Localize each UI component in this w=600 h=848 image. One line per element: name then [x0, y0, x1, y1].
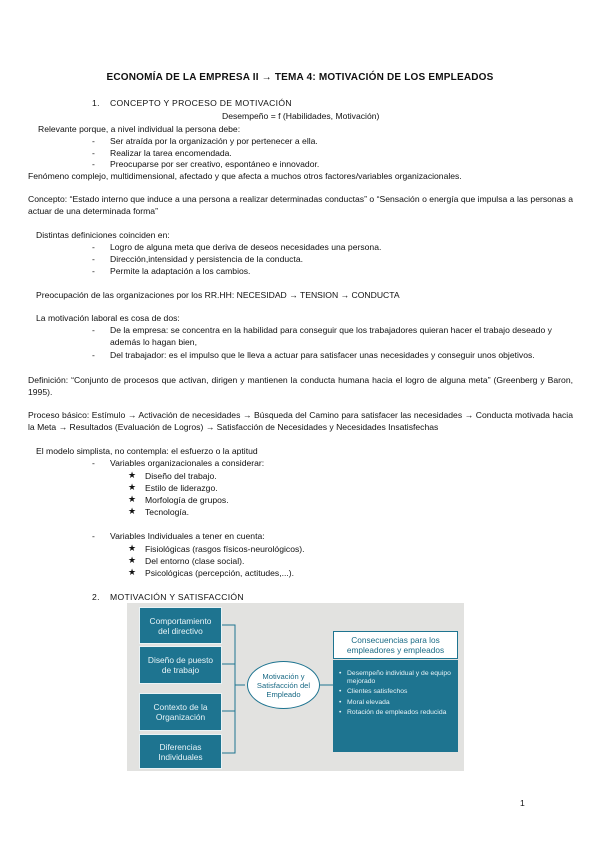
simple-model-line: El modelo simplista, no contempla: el esfuerzo o la aptitud	[36, 446, 258, 456]
bullet-dash: -	[92, 531, 95, 541]
definitions-item-1: Logro de alguna meta que deriva de deseos necesidades una persona.	[110, 242, 382, 252]
labor-intro: La motivación laboral es cosa de dos:	[36, 313, 180, 323]
bullet-dash: -	[92, 136, 95, 146]
concern-line: Preocupación de las organizaciones por los RR.HH: NECESIDAD → TENSION → CONDUCTA	[36, 290, 400, 300]
left-box-job-design: Diseño de puesto de trabajo	[139, 646, 222, 684]
bullet-dash: -	[92, 254, 95, 264]
section-1-heading: CONCEPTO Y PROCESO DE MOTIVACIÓN	[110, 98, 292, 108]
relevant-item-3: Preocuparse por ser creativo, espontáneo e innovador.	[110, 159, 320, 169]
ind-var-2: Del entorno (clase social).	[145, 556, 245, 566]
left-box-organization-context: Contexto de la Organización	[139, 693, 222, 731]
labor-item-2: Del trabajador: es el impulso que le lleva a actuar para satisfacer unas necesidades y conseguir unos objetivos.	[110, 350, 535, 360]
star-bullet-icon: ★	[128, 470, 137, 480]
relevant-intro: Relevante porque, a nivel individual la persona debe:	[38, 124, 241, 134]
motivation-satisfaction-diagram	[127, 603, 464, 771]
left-box-individual-differences: Diferencias Individuales	[139, 734, 222, 769]
consequences-list	[333, 660, 458, 752]
section-2-heading: MOTIVACIÓN Y SATISFACCIÓN	[110, 592, 244, 602]
formula: Desempeño = f (Habilidades, Motivación)	[222, 111, 380, 121]
ind-var-1: Fisiológicas (rasgos físicos-neurológicos).	[145, 544, 305, 554]
definition-paragraph: Definición: “Conjunto de procesos que activan, dirigen y mantienen la conducta humana hacia el logro de alguna meta” (Greenberg y Baron, 1995).	[28, 375, 573, 397]
definitions-item-3: Permite la adaptación a los cambios.	[110, 266, 251, 276]
definitions-intro: Distintas definiciones coinciden en:	[36, 230, 170, 240]
consequence-item: • Clientes satisfechos	[339, 688, 452, 696]
consequence-item: • Rotación de empleados reducida	[339, 709, 452, 717]
complex-line: Fenómeno complejo, multidimensional, afectado y que afecta a muchos otros factores/variables organizacionales.	[28, 171, 462, 181]
consequences-header: Consecuencias para los empleadores y empleados	[333, 631, 458, 659]
bullet-dash: -	[92, 350, 95, 360]
page-title: ECONOMÍA DE LA EMPRESA II → TEMA 4: MOTIVACIÓN DE LOS EMPLEADOS	[106, 72, 494, 83]
center-ellipse: Motivación y Satisfacción del Empleado	[247, 661, 320, 709]
bullet-dash: -	[92, 266, 95, 276]
consequence-item: • Desempeño individual y de equipo mejorado	[339, 670, 452, 686]
star-bullet-icon: ★	[128, 494, 137, 504]
star-bullet-icon: ★	[128, 555, 137, 565]
ind-vars-label: Variables Individuales a tener en cuenta:	[110, 531, 265, 541]
bullet-dash: -	[92, 325, 95, 335]
consequence-item: • Moral elevada	[339, 699, 452, 707]
concept-paragraph: Concepto: “Estado interno que induce a una persona a realizar determinadas conductas” o “Sensación o energía que impulsa a las personas a actuar de una determinada forma”	[28, 194, 573, 216]
star-bullet-icon: ★	[128, 567, 137, 577]
org-var-3: Morfología de grupos.	[145, 495, 229, 505]
bullet-dash: -	[92, 458, 95, 468]
org-vars-label: Variables organizacionales a considerar:	[110, 458, 265, 468]
page-number: 1	[520, 798, 525, 808]
section-2-number: 2.	[92, 592, 100, 602]
relevant-item-2: Realizar la tarea encomendada.	[110, 148, 232, 158]
labor-item-1: De la empresa: se concentra en la habilidad para conseguir que los trabajadores quieran hacer el trabajo deseado y además lo hagan bien,	[110, 325, 552, 347]
definitions-item-2: Dirección,intensidad y persistencia de la conducta.	[110, 254, 303, 264]
org-var-1: Diseño del trabajo.	[145, 471, 217, 481]
org-var-4: Tecnología.	[145, 507, 189, 517]
star-bullet-icon: ★	[128, 482, 137, 492]
bullet-dash: -	[92, 242, 95, 252]
bullet-dash: -	[92, 159, 95, 169]
basic-process-paragraph: Proceso básico: Estímulo → Activación de necesidades → Búsqueda del Camino para satisfacer las necesidades → Conducta motivada hacia la Meta → Resultados (Evaluación de Logros) → Satisfacción de Necesidades y Necesidades Insatisfechas	[28, 410, 573, 432]
bullet-dash: -	[92, 148, 95, 158]
relevant-item-1: Ser atraída por la organización y por pertenecer a ella.	[110, 136, 318, 146]
ind-var-3: Psicológicas (percepción, actitudes,...).	[145, 568, 295, 578]
section-1-number: 1.	[92, 98, 100, 108]
star-bullet-icon: ★	[128, 543, 137, 553]
left-box-directive: Comportamiento del directivo	[139, 607, 222, 644]
org-var-2: Estilo de liderazgo.	[145, 483, 218, 493]
star-bullet-icon: ★	[128, 506, 137, 516]
